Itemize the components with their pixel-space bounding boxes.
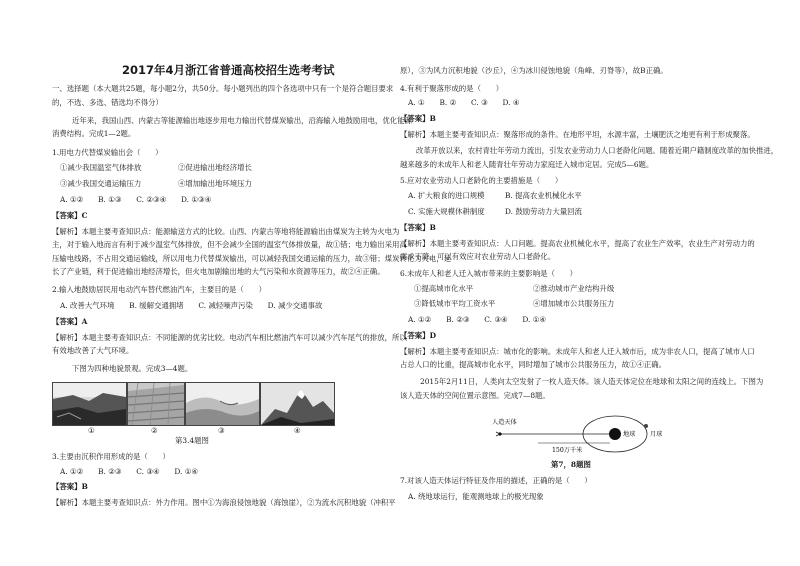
q3-answer: 【答案】B [52, 482, 88, 491]
question-6: 6.未成年人和老人迁入城市带来的主要影响是（ ） [400, 269, 578, 278]
satellite-icon [498, 432, 501, 435]
landform-photo-1 [52, 382, 127, 426]
q1-option-2: ②促进输出地经济增长 [178, 163, 252, 172]
q5-answer: 【答案】B [400, 223, 436, 232]
landform-photo-4 [260, 382, 335, 426]
q6-explanation: 【解析】本题主要考查知识点：城市化的影响。未成年人和老人迁入城市后，成为非农人口，提高了城市人口 [400, 347, 755, 356]
question-1: 1.用电力代替煤炭输出会（ ） [52, 148, 163, 157]
intro-text: 近年来，我国山西、内蒙古等能源输出地逐步用电力输出代替煤炭输出，沿海输入地鼓励用电，优化能源 [72, 116, 412, 125]
q5-explanation: 需求下降，可以有效应对农业劳动人口老龄化。 [400, 252, 556, 261]
intro-7-8-cont: 该人造天体的空间位置示意图。完成7—8题。 [400, 391, 550, 400]
q3-explanation-cont: 原），③为风力沉积地貌（沙丘），④为冰川侵蚀地貌（角峰、刃脊等），故B正确。 [400, 66, 668, 75]
q5-option-c: C. 实施大规模休耕制度 [408, 207, 485, 216]
landform-photo-2 [127, 382, 185, 426]
q1-option-4: ④增加输出地环境压力 [178, 179, 252, 188]
question-4: 4.有利于聚落形成的是（ ） [400, 84, 504, 93]
exam-title: 2017年4月浙江省普通高校招生选考考试 [122, 63, 335, 77]
q6-choices: A. ①② B. ②③ C. ③④ D. ①④ [408, 315, 546, 324]
moon-icon [644, 424, 648, 428]
q1-explanation: 压输电线路，不占用交通运输线，所以用电力代替煤炭输出，可以减轻我国交通运输的压力，故③错；煤炭转化为火电，延 [52, 254, 452, 263]
q1-explanation: 长了产业链，利于促进输出地经济增长，但火电加剧输出地的大气污染和水资源等压力，故②④正确。 [52, 267, 385, 276]
photo-label-3: ③ [218, 426, 225, 435]
section-heading: 一、选择题（本大题共25题，每小题2分，共50分。每小题列出的四个各选项中只有一个是符合题目要求 [52, 84, 394, 93]
photo-label-2: ② [151, 426, 158, 435]
intro-7-8: 2015年2月11日，人类向太空发射了一枚人造天体。该人造天体定位在地球和太阳之间的连线上。下图为 [420, 377, 764, 386]
intro-text-cont: 消费结构。完成1—2题。 [52, 129, 136, 138]
q1-explanation: 【解析】本题主要考查知识点：能源输送方式的比较。山西、内蒙古等地将能源输出由煤炭为主转为火电为 [52, 227, 400, 236]
q5-option-d: D. 鼓励劳动力大量回流 [505, 207, 582, 216]
q4-choices: A. ① B. ② C. ③ D. ④ [408, 98, 520, 107]
q5-explanation: 【解析】本题主要考查知识点：人口问题。提高农业机械化水平，提高了农业生产效率，农业生产对劳动力的 [400, 239, 755, 248]
q6-option-2: ②推动城市产业结构升级 [533, 284, 615, 293]
diagram-label-earth: 地球 [623, 431, 636, 438]
q2-choices: A. 改善大气环境 B. 缓解交通拥堵 C. 减轻噪声污染 D. 减少交通事故 [60, 301, 323, 310]
photo-label-1: ① [88, 426, 95, 435]
q1-explanation: 主，对于输入地而言有利于减少温室气体排放，但不会减少全国的温室气体排放量，故①错；电力输出采用高 [52, 240, 407, 249]
orbit-diagram [490, 410, 670, 458]
section-heading-cont: 的，不选、多选、错选均不得分） [52, 98, 163, 107]
diagram-label-distance: 150万千米 [552, 447, 583, 454]
photo-label-4: ④ [294, 426, 301, 435]
q2-answer: 【答案】A [52, 317, 88, 326]
q6-explanation: 占总人口的比重，提高城市化水平，同时增加了城市公共服务压力，故①④正确。 [400, 360, 667, 369]
question-3: 3.主要由沉积作用形成的是（ ） [52, 452, 170, 461]
q2-explanation: 【解析】本题主要考查知识点：不同能源的优劣比较。电动汽车相比燃油汽车可以减少汽车尾气的排放，所以 [52, 333, 407, 342]
q2-explanation: 有效地改善了大气环境。 [52, 346, 134, 355]
q1-choices: A. ①② B. ①③ C. ②③④ D. ①③④ [60, 195, 212, 204]
q1-answer: 【答案】C [52, 211, 88, 220]
q3-explanation: 【解析】本题主要考查知识点：外力作用。图中①为海浪侵蚀地貌（海蚀崖），②为流水沉积地貌（冲积平 [52, 498, 396, 507]
q6-option-1: ①提高城市化水平 [414, 284, 474, 293]
question-5: 5.应对农业劳动人口老龄化的主要措施是（ ） [400, 176, 563, 185]
q6-option-4: ④增加城市公共服务压力 [533, 299, 615, 308]
diagram-caption: 第7，8题图 [551, 460, 591, 469]
diagram-label-body: 人造天体 [492, 419, 517, 426]
q3-choices: A. ①② B. ②③ C. ③④ D. ①④ [60, 467, 198, 476]
q5-option-b: B. 提高农业机械化水平 [505, 191, 582, 200]
figure-intro: 下图为四种地貌景观。完成3—4题。 [72, 364, 193, 373]
q6-answer: 【答案】D [400, 331, 436, 340]
diagram-label-moon: 月球 [650, 431, 663, 438]
figure-caption: 第3.4题图 [175, 436, 209, 445]
q5-option-a: A. 扩大粮食的进口规模 [408, 191, 485, 200]
q1-option-1: ①减少我国温室气体排放 [60, 163, 142, 172]
intro-5-6-cont: 越来越多的未成年人和老人随青壮年劳动力家庭迁入城市定居。完成5—6题。 [400, 160, 654, 169]
earth-icon [609, 428, 621, 440]
question-7: 7.对该人造天体运行特征及作用的描述，正确的是（ ） [400, 476, 592, 485]
q1-option-3: ③减少我国交通运输压力 [60, 179, 142, 188]
q4-answer: 【答案】B [400, 114, 436, 123]
intro-5-6: 改革开放以来，农村青壮年劳动力流出，引发农业劳动力人口老龄化问题。随着近期户籍制度改革的加快推进， [416, 146, 779, 155]
q7-option-a: A. 绕地球运行，能观测地球上的极光现象 [408, 492, 544, 501]
q4-explanation: 【解析】本题主要考查知识点：聚落形成的条件。在地形平坦，水源丰富，土壤肥沃之地更有利于形成聚落。 [400, 130, 755, 139]
q6-option-3: ③降低城市平均工资水平 [414, 299, 496, 308]
question-2: 2.输入地鼓励居民用电动汽车替代燃油汽车，主要目的是（ ） [52, 285, 266, 294]
landform-photo-3 [185, 382, 260, 426]
